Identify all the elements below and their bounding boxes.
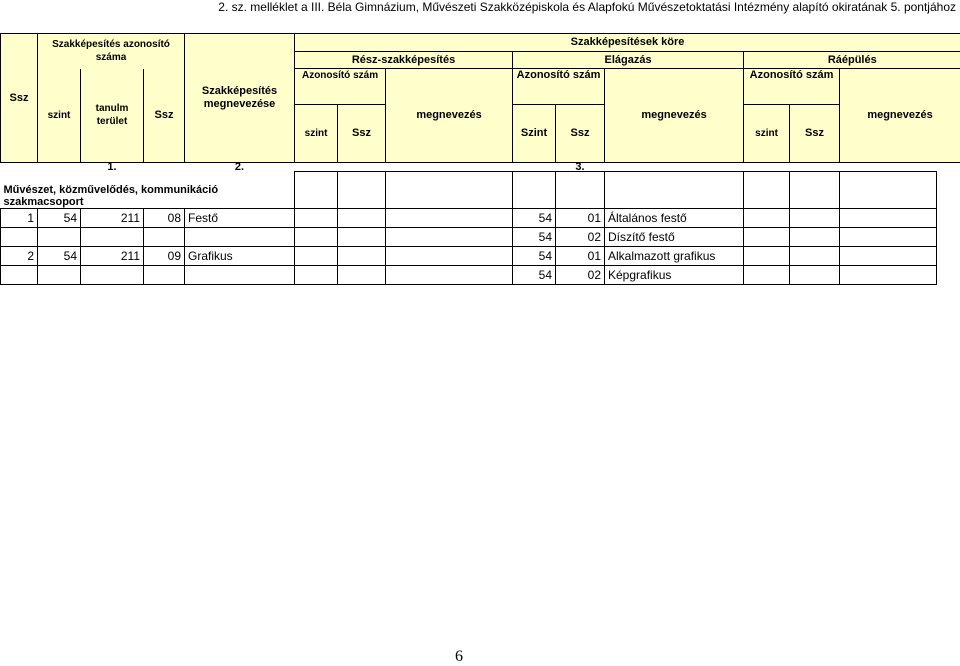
row-terulet: 211 — [81, 246, 144, 265]
header-raepules-szint: szint — [744, 105, 790, 163]
table-row — [1, 208, 937, 227]
row-elagazas-nev: Képgrafikus — [605, 265, 744, 284]
group-row — [1, 172, 937, 209]
header-elagazas: Elágazás — [513, 52, 744, 69]
row-szint: 54 — [38, 246, 81, 265]
header-tanulm-terulet: tanulm terület — [81, 69, 144, 163]
data-table — [0, 163, 937, 285]
header-raepules: Ráépülés — [744, 52, 960, 69]
row-terulet: 211 — [81, 208, 144, 227]
header-resz: Rész-szakképesítés — [295, 52, 513, 69]
header-elagazas-ssz: Ssz — [556, 105, 605, 163]
header-ssz: Ssz — [1, 34, 38, 163]
row-sorszam: 09 — [144, 246, 185, 265]
row-sorszam: 08 — [144, 208, 185, 227]
header-elagazas-megnevezes: megnevezés — [605, 69, 744, 163]
row-nev — [185, 265, 295, 284]
row-terulet — [81, 227, 144, 246]
row-terulet — [81, 265, 144, 284]
column-number-1: 1. — [107, 163, 117, 172]
row-nev: Festő — [185, 208, 295, 227]
row-sorszam — [144, 265, 185, 284]
header-szint: szint — [38, 69, 81, 163]
header-table — [0, 33, 960, 163]
header-resz-szint: szint — [295, 105, 338, 163]
row-ssz: 2 — [1, 246, 38, 265]
row-szint — [38, 265, 81, 284]
row-elagazas-szint: 54 — [513, 227, 556, 246]
row-elagazas-szint: 54 — [513, 246, 556, 265]
row-sorszam — [144, 227, 185, 246]
row-elagazas-nev: Általános festő — [605, 208, 744, 227]
header-resz-azonosito: Azonosító szám — [295, 69, 386, 105]
row-elagazas-ssz: 01 — [556, 246, 605, 265]
row-nev: Grafikus — [185, 246, 295, 265]
table-row — [1, 246, 937, 265]
header-raepules-ssz: Ssz — [790, 105, 840, 163]
row-szint — [38, 227, 81, 246]
row-elagazas-ssz: 02 — [556, 227, 605, 246]
row-ssz — [1, 227, 38, 246]
group-label: Művészet, közművelődés, kommunikáció szakmacsoport — [1, 172, 295, 209]
row-elagazas-ssz: 02 — [556, 265, 605, 284]
header-raepules-megnevezes: megnevezés — [840, 69, 960, 163]
document-caption: 2. sz. melléklet a III. Béla Gimnázium, Művészeti Szakközépiskola és Alapfokú Művészetoktatási Intézmény alapító okiratának 5. pontjához — [218, 0, 956, 14]
header-elagazas-szint: Szint — [513, 105, 556, 163]
column-number-3: 3. — [575, 163, 585, 172]
row-elagazas-ssz: 01 — [556, 208, 605, 227]
row-ssz: 1 — [1, 208, 38, 227]
row-szint: 54 — [38, 208, 81, 227]
header-szakkepesites-megnevezese: Szakképesítés megnevezése — [185, 34, 295, 163]
row-elagazas-nev: Díszítő festő — [605, 227, 744, 246]
header-szakkepesites-azonosito: Szakképesítés azonosító száma — [38, 34, 185, 69]
table-row — [1, 265, 937, 284]
row-nev — [185, 227, 295, 246]
page-number: 6 — [455, 648, 463, 665]
row-elagazas-szint: 54 — [513, 208, 556, 227]
header-raepules-azonosito: Azonosító szám — [744, 69, 840, 105]
table-row — [1, 227, 937, 246]
header-resz-megnevezes: megnevezés — [386, 69, 513, 163]
header-elagazas-azonosito: Azonosító szám — [513, 69, 605, 105]
header-kore: Szakképesítések köre — [295, 34, 960, 52]
header-resz-ssz: Ssz — [338, 105, 386, 163]
column-number-row — [1, 163, 937, 172]
row-ssz — [1, 265, 38, 284]
row-elagazas-nev: Alkalmazott grafikus — [605, 246, 744, 265]
header-ssz2: Ssz — [144, 69, 185, 163]
row-elagazas-szint: 54 — [513, 265, 556, 284]
column-number-2: 2. — [234, 163, 245, 172]
